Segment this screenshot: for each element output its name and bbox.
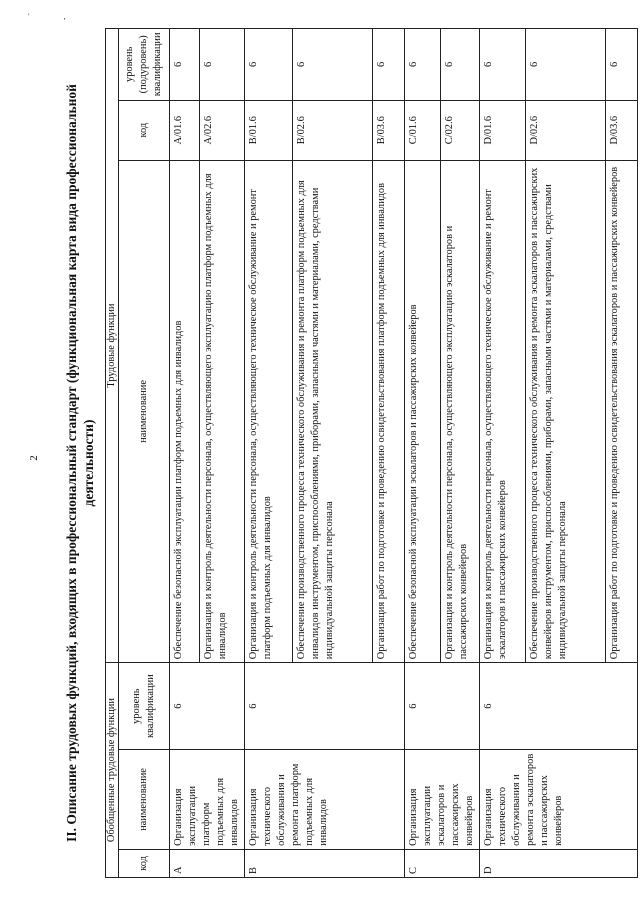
group-name: Организация технического обслуживания и ремонта платформ подъемных для инвалидов (245, 750, 405, 850)
function-name: Организация работ по подготовке и проведению освидетельствования платформ подъемных для инвалидов (373, 160, 405, 662)
function-level: 6 (440, 29, 479, 101)
header-labor: Трудовые функции (106, 29, 119, 663)
function-code: A/01.6 (170, 100, 200, 160)
group-code: C (405, 849, 480, 877)
header-function-name: наименование (119, 160, 170, 662)
function-level: 6 (405, 29, 441, 101)
function-code: D/03.6 (606, 100, 638, 160)
scan-marks: ' , (28, 12, 82, 21)
function-name: Организация и контроль деятельности персонала, осуществляющего эксплуатацию платформ подъемных для инвалидов (200, 160, 245, 662)
group-name: Организация технического обслуживания и ремонта эскалаторов и пассажирских конвейеров (480, 750, 638, 850)
function-name: Обеспечение производственного процесса технического обслуживания и ремонта платформ подъемных для инвалидов инструментом, приспособлениями, приборами, запасными частями и материалами, средствами индивидуальной защиты персонала (293, 160, 373, 662)
function-code: B/01.6 (245, 100, 293, 160)
table-row (480, 29, 526, 878)
table-row (405, 29, 441, 878)
header-name: наименование (119, 750, 170, 850)
functional-map-table (105, 28, 638, 878)
header-level: уровень квалификации (119, 663, 170, 750)
function-level: 6 (245, 29, 293, 101)
function-level: 6 (526, 29, 606, 101)
table-row (245, 29, 293, 878)
function-code: B/02.6 (293, 100, 373, 160)
function-code: C/02.6 (440, 100, 479, 160)
group-name: Организация эксплуатации эскалаторов и пассажирских конвейеров (405, 750, 480, 850)
function-level: 6 (480, 29, 526, 101)
header-generalized: Обобщенные трудовые функции (106, 663, 119, 878)
function-code: D/01.6 (480, 100, 526, 160)
rotated-content (30, 28, 620, 878)
function-code: C/01.6 (405, 100, 441, 160)
function-name: Организация работ по подготовке и проведению освидетельствования эскалаторов и пассажирских конвейеров (606, 160, 638, 662)
function-level: 6 (170, 29, 200, 101)
page-number: 2 (28, 455, 40, 461)
group-level: 6 (170, 663, 245, 750)
header-row-2 (119, 29, 170, 878)
header-sublevel: уровень (подуровень) квалификации (119, 29, 170, 101)
function-name: Организация и контроль деятельности персонала, осуществляющего техническое обслуживание и ремонт платформ подъемных для инвалидов (245, 160, 293, 662)
header-code: код (119, 849, 170, 877)
group-level: 6 (480, 663, 638, 750)
function-level: 6 (606, 29, 638, 101)
group-level: 6 (405, 663, 480, 750)
function-level: 6 (200, 29, 245, 101)
group-code: D (480, 849, 638, 877)
function-level: 6 (373, 29, 405, 101)
function-code: A/02.6 (200, 100, 245, 160)
group-level: 6 (245, 663, 405, 750)
function-code: D/02.6 (526, 100, 606, 160)
group-code: B (245, 849, 405, 877)
table-row (170, 29, 200, 878)
header-row-1 (106, 29, 119, 878)
function-level: 6 (293, 29, 373, 101)
group-name: Организация эксплуатации платформ подъемных для инвалидов (170, 750, 245, 850)
function-name: Обеспечение безопасной эксплуатации эскалаторов и пассажирских конвейеров (405, 160, 441, 662)
section-title: II. Описание трудовых функций, входящих в профессиональный стандарт (функциональная карта вида профессиональной деятельности) (64, 84, 96, 842)
function-name: Обеспечение производственного процесса технического обслуживания и ремонта эскалаторов и пассажирских конвейеров инструментом, приспособлениями, приборами, запасными частями и материалами, средствами индивидуальной защиты персонала (526, 160, 606, 662)
function-code: B/03.6 (373, 100, 405, 160)
function-name: Организация и контроль деятельности персонала, осуществляющего эксплуатацию эскалаторов и пассажирских конвейеров (440, 160, 479, 662)
group-code: A (170, 849, 245, 877)
header-function-code: код (119, 100, 170, 160)
function-name: Обеспечение безопасной эксплуатации платформ подъемных для инвалидов (170, 160, 200, 662)
function-name: Организация и контроль деятельности персонала, осуществляющего техническое обслуживание и ремонт эскалаторов и пассажирских конвейеров (480, 160, 526, 662)
